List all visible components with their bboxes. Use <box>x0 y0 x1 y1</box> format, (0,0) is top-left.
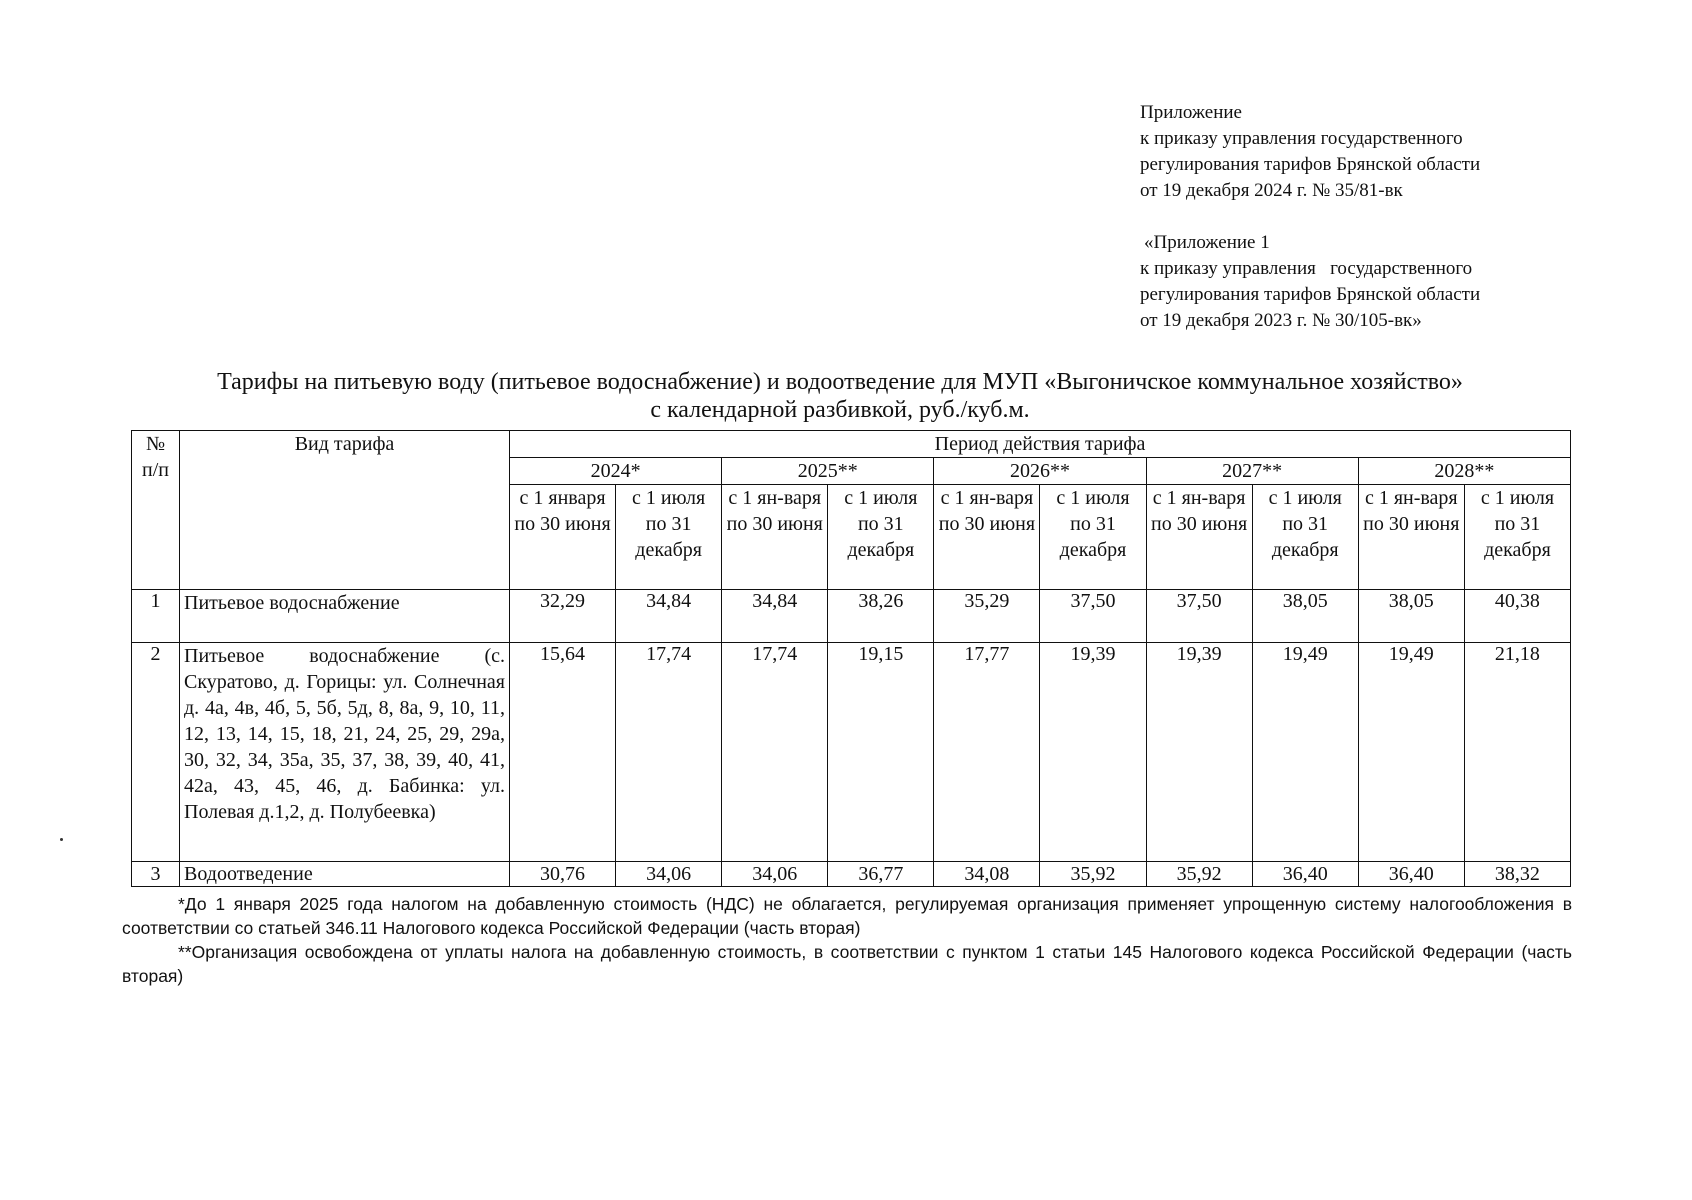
tariff-value: 35,29 <box>934 590 1040 643</box>
appendix-line: от 19 декабря 2024 г. № 35/81-вк <box>1140 180 1403 201</box>
document-title <box>110 368 1570 424</box>
year-header: 2026** <box>934 458 1146 485</box>
tariff-value: 38,26 <box>828 590 934 643</box>
tariff-value: 17,77 <box>934 643 1040 862</box>
period-header-cell: с 1 ян-варя по 30 июня <box>722 485 828 590</box>
tariff-value: 15,64 <box>510 643 616 862</box>
tariff-value: 36,77 <box>828 862 934 887</box>
tariff-value: 35,92 <box>1146 862 1252 887</box>
tariff-table <box>131 430 1571 887</box>
footnote-vat-2024: *До 1 января 2025 года налогом на добавленную стоимость (НДС) не облагается, регулируемая организация применяет упрощенную систему налогообложения в соответствии со статьей 346.11 Налогового кодекса Российской Федерации (часть вторая) <box>122 894 1572 938</box>
appendix-line: регулирования тарифов Брянской области <box>1140 154 1481 175</box>
table-row <box>132 643 1571 862</box>
tariff-value: 30,76 <box>510 862 616 887</box>
year-header: 2028** <box>1358 458 1570 485</box>
table-row <box>132 590 1571 643</box>
tariff-kind: Питьевое водоснабжение (с. Скуратово, д. Горицы: ул. Солнечная д. 4а, 4в, 4б, 5, 5б, 5д, 8, 8а, 9, 10, 11, 12, 13, 14, 15, 18, 21, 24, 25, 29, 29а, 30, 32, 34, 35а, 35, 37, 38, 39, 40, 41, 42а, 43, 45, 46, д. Бабинка: ул. Полевая д.1,2, д. Полубеевка) <box>180 643 510 862</box>
appendix-line: к приказу управления государственного <box>1140 128 1463 149</box>
table-row <box>132 862 1571 887</box>
tariff-kind: Питьевое водоснабжение <box>180 590 510 643</box>
row-number: 3 <box>132 862 180 887</box>
footnote-vat-exempt: **Организация освобождена от уплаты налога на добавленную стоимость, в соответствии с пунктом 1 статьи 145 Налогового кодекса Российской Федерации (часть вторая) <box>122 942 1572 986</box>
tariff-value: 17,74 <box>616 643 722 862</box>
tariff-value: 34,84 <box>616 590 722 643</box>
period-header-cell: с 1 ян-варя по 30 июня <box>1146 485 1252 590</box>
appendix-ref-line: «Приложение 1 <box>1144 232 1270 253</box>
col-no-header: № п/п <box>132 431 180 590</box>
header-row <box>132 431 1571 458</box>
appendix-ref-line: к приказу управления государственного <box>1140 258 1473 279</box>
year-header: 2025** <box>722 458 934 485</box>
period-header-cell: с 1 ян-варя по 30 июня <box>1358 485 1464 590</box>
tariff-value: 37,50 <box>1146 590 1252 643</box>
year-header: 2027** <box>1146 458 1358 485</box>
scan-speck <box>60 838 63 841</box>
tariff-value: 37,50 <box>1040 590 1146 643</box>
tariff-value: 34,08 <box>934 862 1040 887</box>
col-type-header: Вид тарифа <box>180 431 510 590</box>
period-header-cell: с 1 июля по 31 декабря <box>828 485 934 590</box>
period-header-cell: с 1 июля по 31 декабря <box>1040 485 1146 590</box>
row-number: 1 <box>132 590 180 643</box>
period-header: Период действия тарифа <box>510 431 1571 458</box>
appendix-line: Приложение <box>1140 102 1242 123</box>
tariff-value: 19,49 <box>1252 643 1358 862</box>
tariff-value: 38,05 <box>1358 590 1464 643</box>
tariff-value: 38,32 <box>1464 862 1570 887</box>
appendix-ref-line: от 19 декабря 2023 г. № 30/105-вк» <box>1140 310 1422 331</box>
period-header-cell: с 1 июля по 31 декабря <box>1464 485 1570 590</box>
tariff-value: 40,38 <box>1464 590 1570 643</box>
tariff-value: 36,40 <box>1358 862 1464 887</box>
tariff-value: 21,18 <box>1464 643 1570 862</box>
appendix-reference <box>1140 230 1680 334</box>
appendix-header <box>1140 100 1680 204</box>
tariff-value: 19,49 <box>1358 643 1464 862</box>
period-header-cell: с 1 июля по 31 декабря <box>616 485 722 590</box>
tariff-kind: Водоотведение <box>180 862 510 887</box>
row-number: 2 <box>132 643 180 862</box>
period-header-cell: с 1 января по 30 июня <box>510 485 616 590</box>
tariff-value: 35,92 <box>1040 862 1146 887</box>
tariff-value: 19,39 <box>1146 643 1252 862</box>
footnotes <box>122 892 1572 988</box>
tariff-value: 19,39 <box>1040 643 1146 862</box>
tariff-value: 32,29 <box>510 590 616 643</box>
tariff-value: 34,84 <box>722 590 828 643</box>
tariff-value: 36,40 <box>1252 862 1358 887</box>
appendix-ref-line: регулирования тарифов Брянской области <box>1140 284 1481 305</box>
title-line-1: Тарифы на питьевую воду (питьевое водоснабжение) и водоотведение для МУП «Выгоничское коммунальное хозяйство» <box>217 369 1463 395</box>
tariff-value: 17,74 <box>722 643 828 862</box>
tariff-value: 34,06 <box>722 862 828 887</box>
tariff-value: 19,15 <box>828 643 934 862</box>
title-line-2: с календарной разбивкой, руб./куб.м. <box>650 397 1030 423</box>
period-header-cell: с 1 ян-варя по 30 июня <box>934 485 1040 590</box>
period-header-cell: с 1 июля по 31 декабря <box>1252 485 1358 590</box>
tariff-value: 38,05 <box>1252 590 1358 643</box>
tariff-value: 34,06 <box>616 862 722 887</box>
year-header: 2024* <box>510 458 722 485</box>
